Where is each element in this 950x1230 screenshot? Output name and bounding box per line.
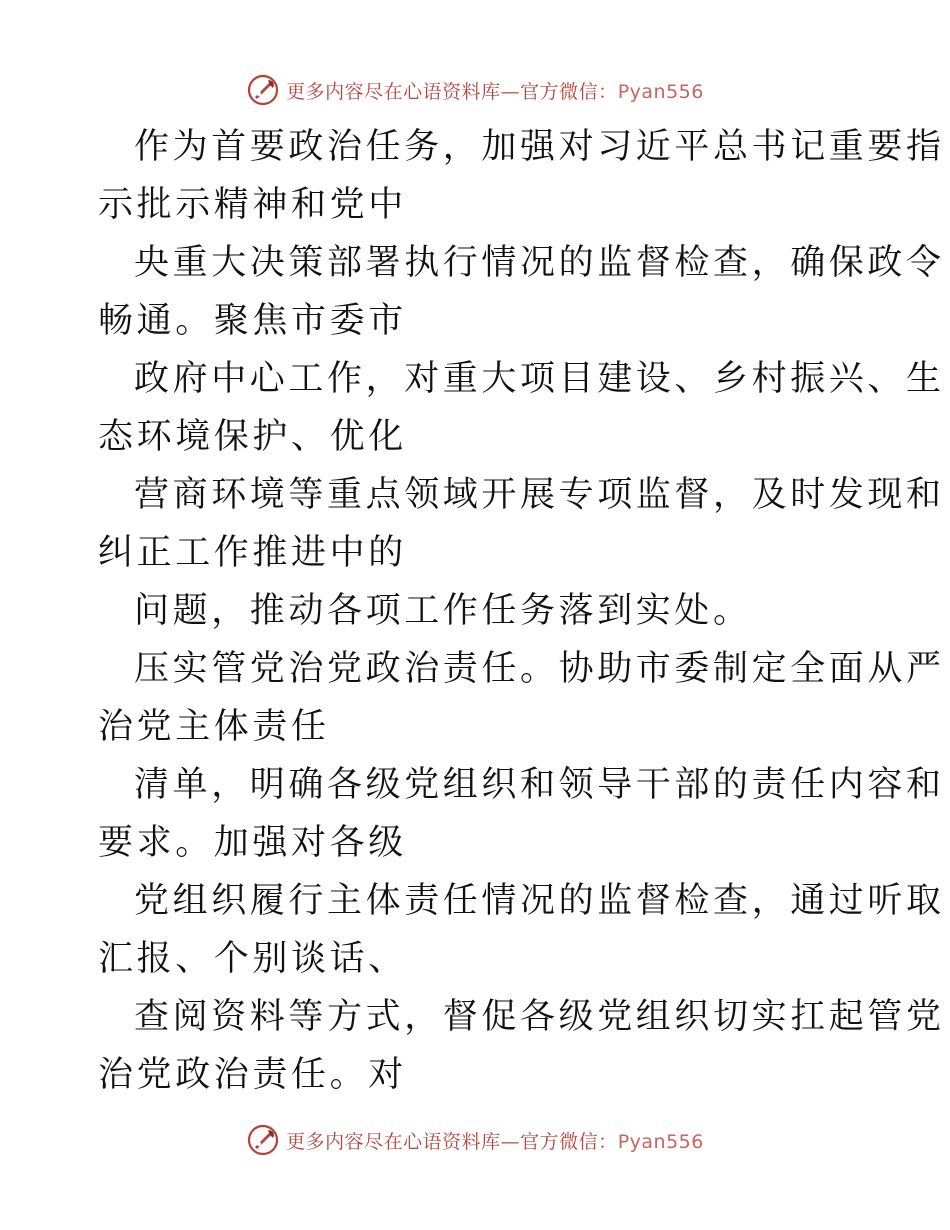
body-line: 作为首要政治任务，加强对习近平总书记重要指 <box>134 127 945 167</box>
watermark-brand: 更多内容尽在心语资料库 <box>286 80 501 103</box>
quill-seal-icon <box>246 73 280 107</box>
watermark-text <box>286 77 704 104</box>
body-line: 党组织履行主体责任情况的监督检查，通过听取 <box>134 881 945 921</box>
body-line: 清单，明确各级党组织和领导干部的责任内容和 <box>134 765 945 805</box>
body-line: 示批示精神和党中 <box>98 185 407 225</box>
body-line: 央重大决策部署执行情况的监督检查，确保政令 <box>134 243 945 283</box>
watermark-separator: — <box>500 80 521 103</box>
quill-seal-icon <box>246 1123 280 1157</box>
watermark-contact-label: 官方微信： <box>520 1130 618 1153</box>
body-line: 查阅资料等方式，督促各级党组织切实扛起管党 <box>134 997 945 1037</box>
watermark-text <box>286 1127 704 1154</box>
body-line: 纠正工作推进中的 <box>98 533 407 573</box>
watermark-contact-id: Pyan556 <box>617 1130 704 1153</box>
body-line: 汇报、个别谈话、 <box>98 939 407 979</box>
watermark-separator: — <box>500 1130 521 1153</box>
watermark-brand: 更多内容尽在心语资料库 <box>286 1130 501 1153</box>
watermark-contact-id: Pyan556 <box>617 80 704 103</box>
body-line: 畅通。聚焦市委市 <box>98 301 407 341</box>
body-line: 营商环境等重点领域开展专项监督，及时发现和 <box>134 475 945 515</box>
document-body <box>98 118 945 1104</box>
watermark-contact-label: 官方微信： <box>520 80 618 103</box>
body-line: 政府中心工作，对重大项目建设、乡村振兴、生 <box>134 359 945 399</box>
body-line: 压实管党治党政治责任。协助市委制定全面从严 <box>134 649 945 689</box>
body-line: 治党政治责任。对 <box>98 1055 407 1095</box>
footer-watermark <box>0 1122 950 1158</box>
body-line: 问题，推动各项工作任务落到实处。 <box>134 591 752 631</box>
body-line: 要求。加强对各级 <box>98 823 407 863</box>
body-line: 治党主体责任 <box>98 707 330 747</box>
body-line: 态环境保护、优化 <box>98 417 407 457</box>
header-watermark <box>0 72 950 108</box>
